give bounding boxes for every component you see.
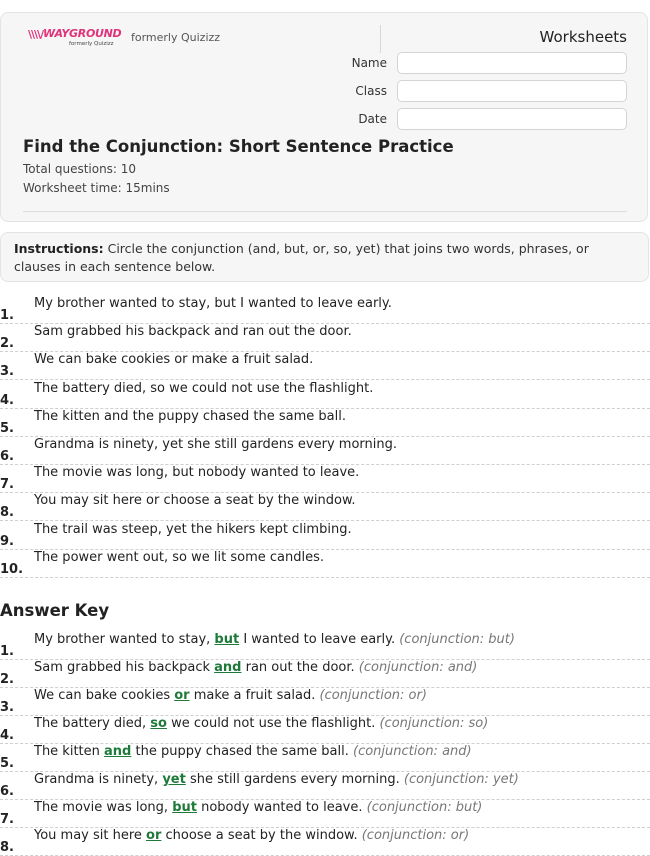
- answer-before: The kitten: [34, 744, 105, 759]
- answer-row: [0, 772, 650, 800]
- answer-number: 8.: [0, 840, 14, 855]
- wayground-logo: [28, 27, 122, 49]
- answer-row: [0, 744, 650, 772]
- answer-row: [0, 632, 650, 660]
- question-row: [0, 522, 650, 550]
- answer-text: [34, 660, 477, 675]
- answer-text: [34, 688, 427, 703]
- conjunction-note: (conjunction: but): [399, 632, 515, 647]
- class-label: Class: [355, 84, 387, 98]
- answer-after: we could not use the flashlight.: [166, 716, 380, 731]
- answer-after: nobody wanted to leave.: [196, 800, 367, 815]
- question-number: 3.: [0, 364, 14, 380]
- question-row: [0, 465, 650, 493]
- answer-text: [34, 632, 515, 647]
- question-text: We can bake cookies or make a fruit salad.: [34, 352, 314, 368]
- answer-before: Sam grabbed his backpack: [34, 660, 215, 675]
- question-row: [0, 409, 650, 437]
- conjunction-note: (conjunction: and): [353, 744, 472, 759]
- instructions-text: Circle the conjunction (and, but, or, so, yet) that joins two words, phrases, or clauses in each sentence below.: [14, 241, 589, 274]
- answer-after: I wanted to leave early.: [239, 632, 400, 647]
- page-title: Find the Conjunction: Short Sentence Practice: [23, 137, 454, 156]
- instructions-box: [0, 232, 649, 282]
- header-rule: [23, 211, 627, 212]
- question-text: My brother wanted to stay, but I wanted to leave early.: [34, 296, 392, 311]
- question-number: 10.: [0, 561, 24, 577]
- date-label: Date: [358, 112, 387, 126]
- question-text: The kitten and the puppy chased the same ball.: [34, 408, 346, 424]
- answer-before: My brother wanted to stay,: [34, 632, 215, 647]
- answer-text: [34, 800, 482, 815]
- highlighted-conjunction: but: [172, 800, 197, 815]
- formerly-quizizz-text: formerly Quizizz: [131, 31, 221, 44]
- question-number: 6.: [0, 449, 14, 464]
- conjunction-note: (conjunction: yet): [403, 772, 519, 787]
- answer-number: 1.: [0, 644, 14, 659]
- answer-text: [34, 744, 472, 759]
- conjunction-note: (conjunction: or): [361, 828, 470, 843]
- answer-text: [34, 772, 519, 787]
- answer-number: 3.: [0, 700, 14, 715]
- header-divider: [380, 25, 381, 53]
- answer-text: [34, 716, 488, 731]
- total-questions: Total questions: 10: [23, 162, 137, 176]
- answer-after: make a fruit salad.: [189, 688, 320, 703]
- question-text: The trail was steep, yet the hikers kept climbing.: [34, 521, 352, 537]
- conjunction-note: (conjunction: so): [379, 716, 489, 731]
- name-label: Name: [351, 56, 387, 70]
- highlighted-conjunction: and: [104, 744, 132, 759]
- class-field[interactable]: [397, 80, 627, 102]
- answer-number: 5.: [0, 756, 14, 771]
- logo-mark-icon: \\\\/: [28, 28, 44, 41]
- answer-row: [0, 688, 650, 716]
- answer-number: 4.: [0, 728, 14, 743]
- answer-after: choose a seat by the window.: [161, 828, 362, 843]
- name-field[interactable]: [397, 52, 627, 74]
- question-number: 5.: [0, 420, 14, 436]
- question-number: 9.: [0, 533, 14, 549]
- answer-before: Grandma is ninety,: [34, 772, 163, 787]
- highlighted-conjunction: so: [150, 716, 167, 731]
- question-row: [0, 381, 650, 409]
- logo-subtitle: formerly Quizizz: [69, 41, 114, 47]
- answer-before: We can bake cookies: [34, 688, 175, 703]
- answer-number: 7.: [0, 812, 14, 827]
- question-row: [0, 352, 650, 380]
- conjunction-note: (conjunction: or): [319, 688, 427, 703]
- answer-before: The movie was long,: [34, 800, 173, 815]
- answer-row: [0, 716, 650, 744]
- question-row: [0, 550, 650, 578]
- highlighted-conjunction: and: [214, 660, 242, 675]
- answer-before: The battery died,: [34, 716, 151, 731]
- question-text: Grandma is ninety, yet she still gardens every morning.: [34, 437, 397, 452]
- question-text: The power went out, so we lit some candles.: [34, 549, 324, 565]
- answer-row: [0, 660, 650, 688]
- question-number: 7.: [0, 477, 14, 493]
- question-text: The movie was long, but nobody wanted to leave.: [34, 465, 360, 481]
- logo-text: WAYGROUND: [43, 27, 122, 40]
- question-row: [0, 493, 650, 521]
- question-row: [0, 324, 650, 352]
- answer-key-title: Answer Key: [0, 601, 110, 620]
- answer-row: [0, 800, 650, 828]
- worksheets-label: Worksheets: [539, 28, 627, 46]
- highlighted-conjunction: or: [146, 828, 162, 843]
- highlighted-conjunction: but: [214, 632, 240, 647]
- question-text: You may sit here or choose a seat by the window.: [34, 493, 356, 509]
- answer-before: You may sit here: [34, 828, 147, 843]
- worksheet-time: Worksheet time: 15mins: [23, 181, 170, 195]
- question-row: [0, 296, 650, 324]
- answer-text: [34, 828, 469, 843]
- question-text: Sam grabbed his backpack and ran out the door.: [34, 324, 352, 340]
- instructions-label: Instructions:: [14, 241, 104, 256]
- answer-after: she still gardens every morning.: [185, 772, 404, 787]
- answer-row: [0, 828, 650, 856]
- conjunction-note: (conjunction: but): [366, 800, 483, 815]
- question-text: The battery died, so we could not use the flashlight.: [34, 380, 374, 396]
- answer-after: the puppy chased the same ball.: [131, 744, 353, 759]
- question-number: 1.: [0, 308, 14, 323]
- question-number: 8.: [0, 505, 14, 521]
- highlighted-conjunction: yet: [162, 772, 186, 787]
- answer-number: 2.: [0, 672, 14, 687]
- question-row: [0, 437, 650, 465]
- question-number: 4.: [0, 392, 14, 408]
- highlighted-conjunction: or: [174, 688, 190, 703]
- question-number: 2.: [0, 336, 14, 352]
- answer-after: ran out the door.: [241, 660, 359, 675]
- date-field[interactable]: [397, 108, 627, 130]
- conjunction-note: (conjunction: and): [358, 660, 478, 675]
- answer-number: 6.: [0, 784, 14, 799]
